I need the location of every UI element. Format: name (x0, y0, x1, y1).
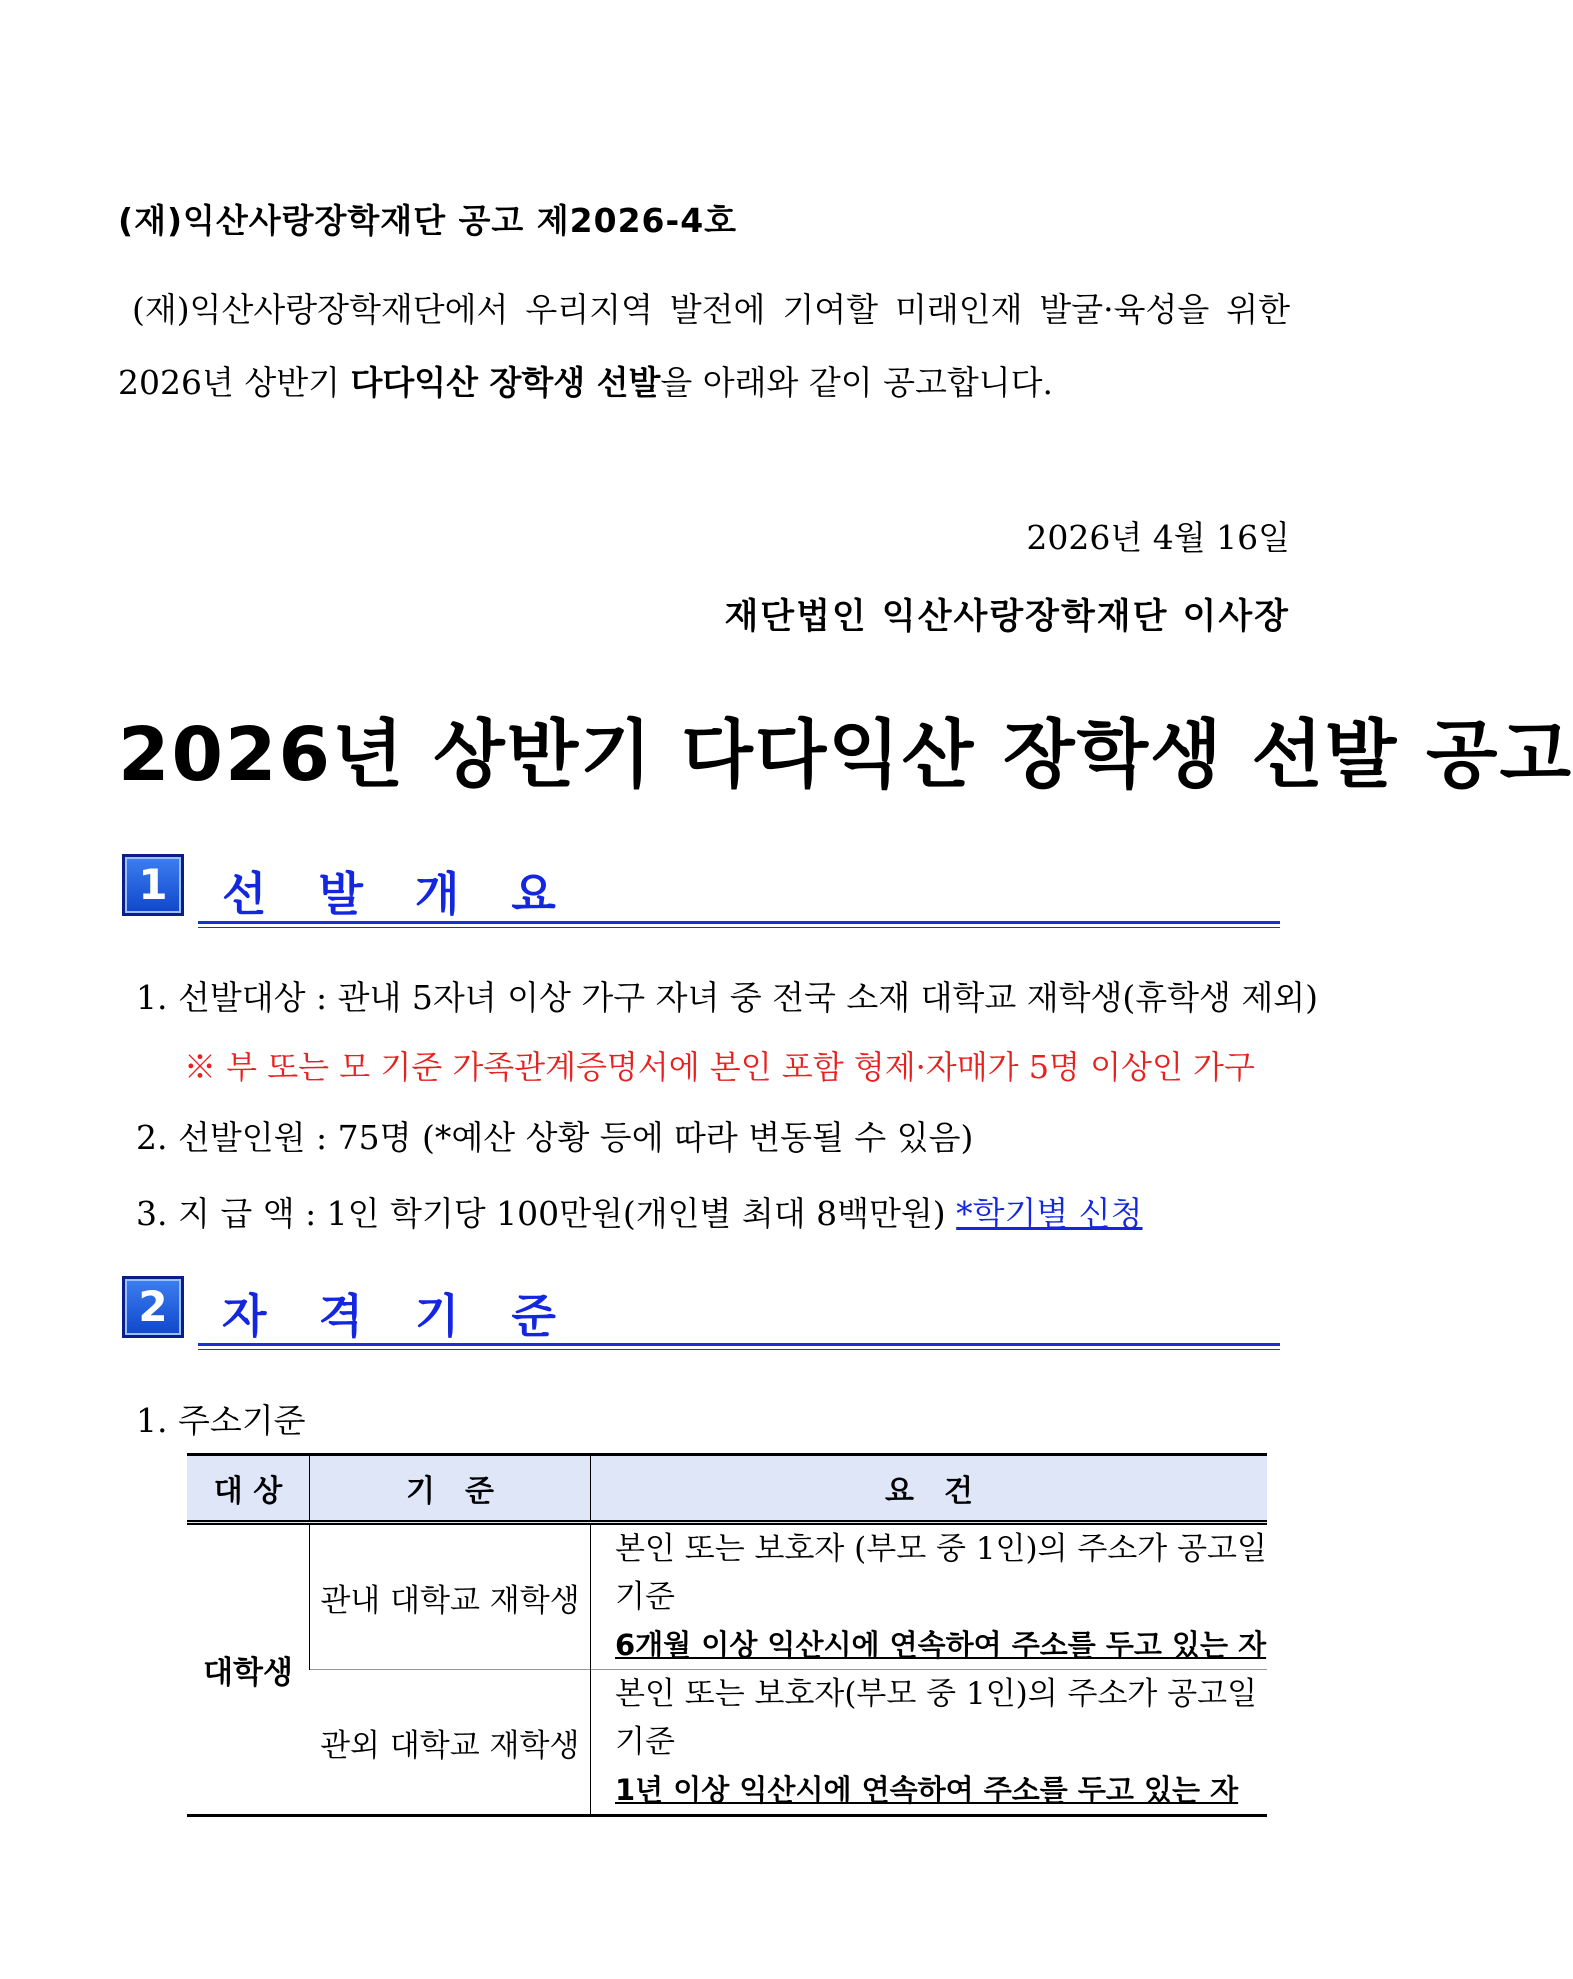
requirement-line-1: 본인 또는 보호자(부모 중 1인)의 주소가 공고일 기준 (615, 1676, 1258, 1760)
table-header-target: 대 상 (187, 1455, 310, 1523)
intro-line-1: (재)익산사랑장학재단에서 우리지역 발전에 기여할 미래인재 발굴·육성을 위한 (132, 290, 1290, 329)
section-1-item-amount (136, 1188, 1143, 1235)
table-header-criterion: 기 준 (310, 1455, 591, 1523)
notice-number: (재)익산사랑장학재단 공고 제2026-4호 (118, 201, 738, 240)
section-1-item-count: 2. 선발인원 : 75명 (*예산 상황 등에 따라 변동될 수 있음) (136, 1118, 974, 1157)
table-cell-criterion: 관외 대학교 재학생 (310, 1670, 591, 1816)
intro-line-2-bold: 다다익산 장학생 선발 (350, 363, 661, 402)
section-1-underline (198, 921, 1280, 924)
intro-line-2-suffix: 을 아래와 같이 공고합니다. (660, 363, 1053, 402)
semester-apply-link[interactable]: *학기별 신청 (956, 1194, 1143, 1233)
requirement-line-2: 1년 이상 익산시에 연속하여 주소를 두고 있는 자 (615, 1773, 1239, 1807)
section-1-number-badge: 1 (122, 854, 184, 916)
table-cell-criterion: 관내 대학교 재학생 (310, 1523, 591, 1670)
table-header-row (187, 1455, 1267, 1523)
table-row (187, 1523, 1267, 1670)
page-title: 2026년 상반기 다다익산 장학생 선발 공고 (118, 712, 1573, 798)
table-group-label: 대학생 (187, 1523, 310, 1816)
table-row (187, 1670, 1267, 1816)
table-cell-requirement (591, 1670, 1268, 1816)
table-header-requirement: 요 건 (591, 1455, 1268, 1523)
section-1-underline-thin (198, 927, 1280, 928)
section-2-subheading: 1. 주소기준 (136, 1401, 306, 1440)
section-1-item-amount-text: 3. 지 급 액 : 1인 학기당 100만원(개인별 최대 8백만원) (136, 1194, 957, 1233)
notice-date: 2026년 4월 16일 (1026, 518, 1290, 557)
address-criteria-table (187, 1453, 1267, 1817)
section-1-item-target: 1. 선발대상 : 관내 5자녀 이상 가구 자녀 중 전국 소재 대학교 재학생(휴학생 제외) (136, 978, 1319, 1017)
requirement-line-1: 본인 또는 보호자 (부모 중 1인)의 주소가 공고일 기준 (615, 1531, 1267, 1615)
intro-line-2 (118, 363, 1290, 403)
section-2-title: 자 격 기 준 (222, 1289, 574, 1343)
section-1-note: ※ 부 또는 모 기준 가족관계증명서에 본인 포함 형제·자매가 5명 이상인 가구 (184, 1048, 1255, 1086)
section-1-title: 선 발 개 요 (222, 867, 574, 921)
section-2-number-badge: 2 (122, 1276, 184, 1338)
intro-line-2-prefix: 2026년 상반기 (118, 363, 351, 402)
table-cell-requirement (591, 1523, 1268, 1670)
section-2-underline (198, 1343, 1280, 1346)
section-2-underline-thin (198, 1349, 1280, 1350)
requirement-line-2: 6개월 이상 익산시에 연속하여 주소를 두고 있는 자 (615, 1628, 1267, 1662)
issuer: 재단법인 익산사랑장학재단 이사장 (724, 597, 1290, 637)
